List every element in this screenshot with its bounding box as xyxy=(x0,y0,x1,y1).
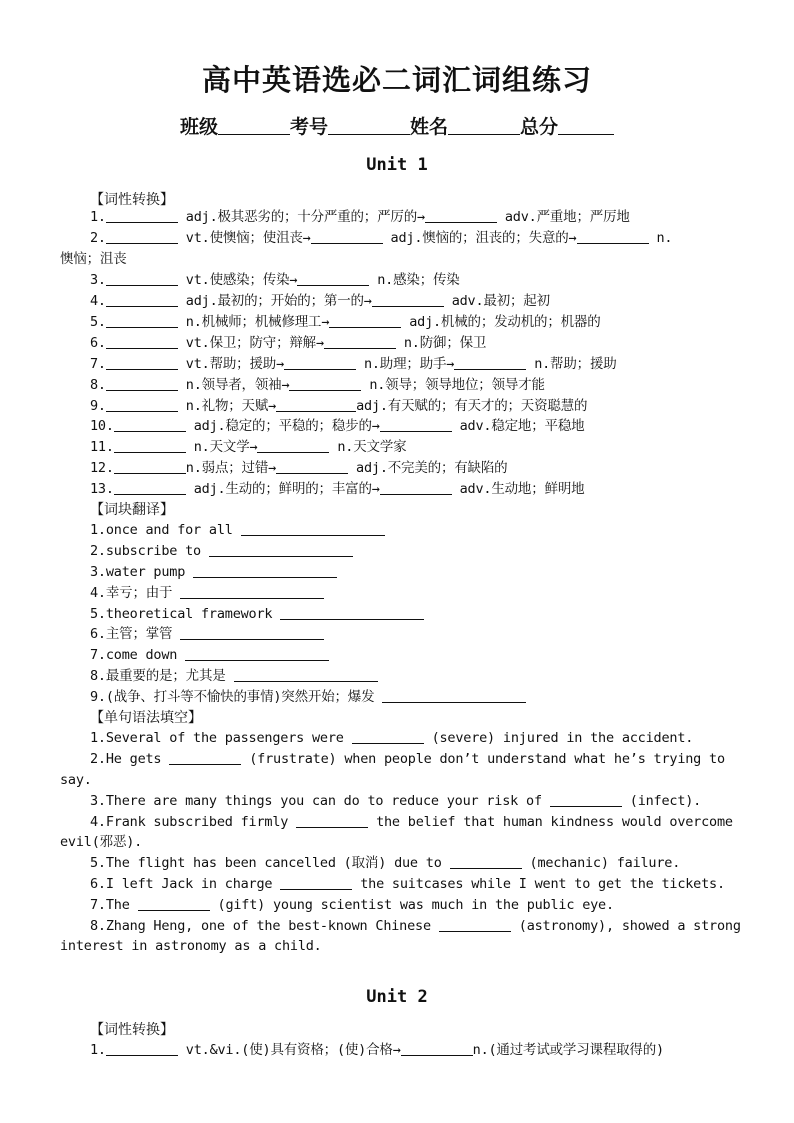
answer-blank[interactable] xyxy=(577,229,649,244)
phrase-item: 1.once and for all xyxy=(60,520,740,540)
answer-blank[interactable] xyxy=(454,355,526,370)
phrase-item: 2.subscribe to xyxy=(60,541,740,561)
form-item: 12. n.弱点；过错→ adj.不完美的；有缺陷的 xyxy=(90,460,508,476)
answer-blank[interactable] xyxy=(324,334,396,349)
answer-blank[interactable] xyxy=(382,688,526,703)
answer-blank[interactable] xyxy=(284,355,356,370)
answer-blank[interactable] xyxy=(114,480,186,495)
answer-blank[interactable] xyxy=(276,459,348,474)
class-label: 班级 xyxy=(179,116,218,138)
answer-blank[interactable] xyxy=(185,646,329,661)
phrase-item: 3.water pump xyxy=(60,562,740,582)
unit-1-heading: Unit 1 xyxy=(366,155,428,175)
answer-blank[interactable] xyxy=(234,667,378,682)
answer-blank[interactable] xyxy=(450,854,522,869)
class-blank[interactable] xyxy=(218,116,290,135)
grammar-item: 3.There are many things you can do to reduce your risk of (infect). xyxy=(90,793,702,809)
answer-blank[interactable] xyxy=(289,376,361,391)
answer-blank[interactable] xyxy=(311,229,383,244)
answer-blank[interactable] xyxy=(114,438,186,453)
answer-blank[interactable] xyxy=(106,1041,178,1056)
answer-blank[interactable] xyxy=(106,208,178,223)
answer-blank[interactable] xyxy=(352,729,424,744)
grammar-item: 4.Frank subscribed firmly the belief that human kindness would overcome xyxy=(90,814,733,830)
answer-blank[interactable] xyxy=(106,271,178,286)
unit-2-heading: Unit 2 xyxy=(366,987,428,1007)
form-item: 11. n.天文学→ n.天文学家 xyxy=(90,439,407,455)
answer-blank[interactable] xyxy=(372,292,444,307)
phrase-item: 6.主管；掌管 xyxy=(60,624,740,644)
phrase-item: 4.幸亏；由于 xyxy=(60,583,740,603)
answer-blank[interactable] xyxy=(329,313,401,328)
form-item: 5. n.机械师；机械修理工→ adj.机械的；发动机的；机器的 xyxy=(90,314,601,330)
answer-blank[interactable] xyxy=(296,813,368,828)
grammar-item-continued: say. xyxy=(60,772,92,788)
form-item: 10. adj.稳定的；平稳的；稳步的→ adv.稳定地；平稳地 xyxy=(90,418,585,434)
form-item: 1. adj.极其恶劣的；十分严重的；严厉的→ adv.严重地；严厉地 xyxy=(90,209,630,225)
answer-blank[interactable] xyxy=(106,334,178,349)
number-blank[interactable] xyxy=(328,116,410,135)
answer-blank[interactable] xyxy=(106,355,178,370)
answer-blank[interactable] xyxy=(297,271,369,286)
score-label: 总分 xyxy=(520,116,559,138)
section-word-forms: 【词性转换】 xyxy=(90,192,174,208)
phrase-item: 7.come down xyxy=(60,645,740,665)
answer-blank[interactable] xyxy=(380,417,452,432)
answer-blank[interactable] xyxy=(114,417,186,432)
grammar-item: 1.Several of the passengers were (severe) injured in the accident. xyxy=(90,730,694,746)
form-item: 1. vt.&vi.(使)具有资格；(使)合格→ n.(通过考试或学习课程取得的) xyxy=(90,1042,664,1058)
answer-blank[interactable] xyxy=(280,605,424,620)
answer-blank[interactable] xyxy=(193,563,337,578)
phrase-item: 9.(战争、打斗等不愉快的事情)突然开始；爆发 xyxy=(60,687,740,707)
answer-blank[interactable] xyxy=(138,896,210,911)
answer-blank[interactable] xyxy=(280,875,352,890)
grammar-item: 2.He gets (frustrate) when people don’t understand what he’s trying to xyxy=(90,751,725,767)
answer-blank[interactable] xyxy=(114,459,186,474)
answer-blank[interactable] xyxy=(106,397,178,412)
form-item-continued: 懊恼；沮丧 xyxy=(60,251,127,267)
answer-blank[interactable] xyxy=(425,208,497,223)
form-item: 13. adj.生动的；鲜明的；丰富的→ adv.生动地；鲜明地 xyxy=(90,481,585,497)
form-item: 9. n.礼物；天赋→ adj.有天赋的；有天才的；天资聪慧的 xyxy=(90,398,588,414)
section-phrase-translation: 【词块翻译】 xyxy=(90,502,174,518)
answer-blank[interactable] xyxy=(439,917,511,932)
grammar-item: 5.The flight has been cancelled (取消) due to (mechanic) failure. xyxy=(90,855,681,871)
answer-blank[interactable] xyxy=(169,750,241,765)
answer-blank[interactable] xyxy=(257,438,329,453)
grammar-item: 8.Zhang Heng, one of the best-known Chinese (astronomy), showed a strong xyxy=(90,918,741,934)
student-info-line xyxy=(0,112,794,139)
score-blank[interactable] xyxy=(558,116,614,135)
answer-blank[interactable] xyxy=(106,229,178,244)
phrase-item: 5.theoretical framework xyxy=(60,604,740,624)
number-label: 考号 xyxy=(289,116,328,138)
answer-blank[interactable] xyxy=(209,542,353,557)
answer-blank[interactable] xyxy=(550,792,622,807)
form-item: 6. vt.保卫；防守；辩解→ n.防御；保卫 xyxy=(90,335,487,351)
name-blank[interactable] xyxy=(448,116,520,135)
form-item: 3. vt.使感染；传染→ n.感染；传染 xyxy=(90,272,460,288)
section-word-forms: 【词性转换】 xyxy=(90,1022,174,1038)
grammar-item: 7.The (gift) young scientist was much in the public eye. xyxy=(90,897,614,913)
form-item: 2. vt.使懊恼；使沮丧→ adj.懊恼的；沮丧的；失意的→ n. xyxy=(90,230,673,246)
answer-blank[interactable] xyxy=(106,292,178,307)
grammar-item-continued: interest in astronomy as a child. xyxy=(60,938,322,954)
answer-blank[interactable] xyxy=(180,584,324,599)
name-label: 姓名 xyxy=(410,116,449,138)
page-title: 高中英语选必二词汇词组练习 xyxy=(201,63,592,97)
grammar-item: 6.I left Jack in charge the suitcases while I went to get the tickets. xyxy=(90,876,725,892)
form-item: 8. n.领导者，领袖→ n.领导；领导地位；领导才能 xyxy=(90,377,545,393)
answer-blank[interactable] xyxy=(276,397,356,412)
answer-blank[interactable] xyxy=(180,625,324,640)
answer-blank[interactable] xyxy=(106,313,178,328)
section-grammar-fill: 【单句语法填空】 xyxy=(90,710,202,726)
form-item: 7. vt.帮助；援助→ n.助理；助手→ n.帮助；援助 xyxy=(90,356,617,372)
answer-blank[interactable] xyxy=(380,480,452,495)
form-item: 4. adj.最初的；开始的；第一的→ adv.最初；起初 xyxy=(90,293,550,309)
grammar-item-continued: evil(邪恶). xyxy=(60,834,143,850)
answer-blank[interactable] xyxy=(401,1041,473,1056)
phrase-item: 8.最重要的是；尤其是 xyxy=(60,666,740,686)
answer-blank[interactable] xyxy=(106,376,178,391)
answer-blank[interactable] xyxy=(241,521,385,536)
